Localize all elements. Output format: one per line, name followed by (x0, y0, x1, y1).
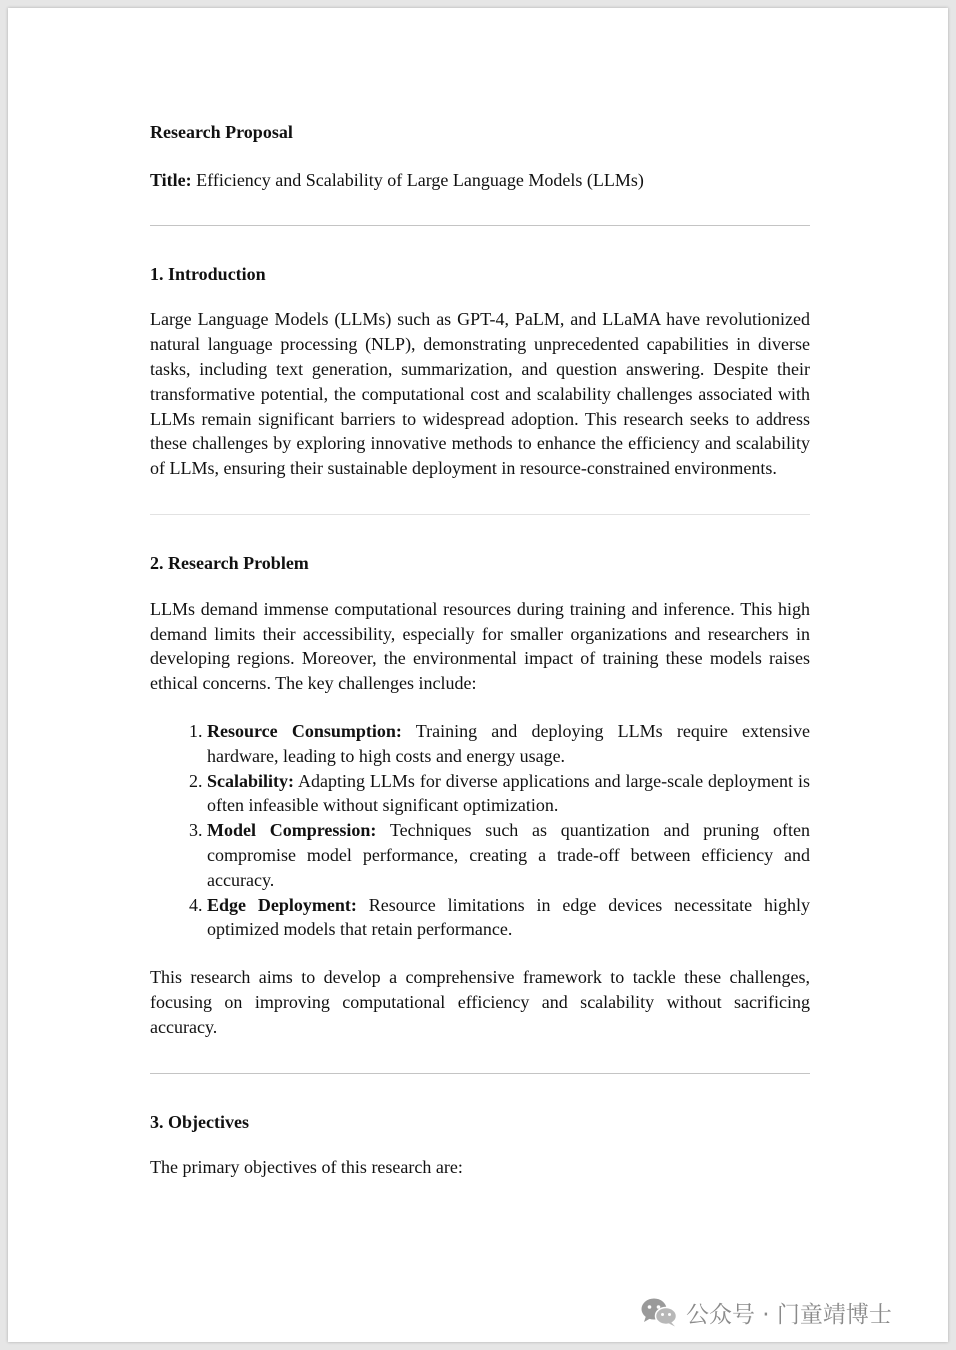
challenge-text: Training and deploying LLMs require extensive hardware, leading to high costs and energy usage. (207, 720, 810, 766)
introduction-paragraph: Large Language Models (LLMs) such as GPT-4, PaLM, and LLaMA have revolutionized natural language processing (NLP), demonstrating unprecedented capabilities in diverse tasks, including text generation, summarization, and question answering. Despite their transformative potential, the computational cost and scalability challenges associated with LLMs remain significant barriers to widespread adoption. This research seeks to address these challenges by exploring innovative methods to enhance the efficiency and scalability of LLMs, ensuring their sustainable deployment in resource-constrained environments. (150, 309, 810, 479)
list-item (207, 719, 810, 769)
challenge-label: Scalability: (207, 770, 295, 791)
title-label: Title: (150, 169, 192, 190)
document-body (150, 120, 810, 1180)
document-page (8, 8, 948, 1342)
challenge-text: Techniques such as quantization and pruning often compromise model performance, creating a trade-off between efficiency and accuracy. (207, 820, 810, 890)
challenge-label: Model Compression: (207, 820, 377, 841)
document-heading: Research Proposal (150, 122, 293, 142)
challenge-text: Adapting LLMs for diverse applications and large-scale deployment is often infeasible without significant optimization. (207, 770, 810, 816)
research-aims-paragraph: This research aims to develop a comprehensive framework to tackle these challenges, focusing on improving computational efficiency and scalability without sacrificing accuracy. (150, 967, 810, 1037)
list-item (207, 893, 810, 943)
section-title-research-problem: 2. Research Problem (150, 552, 309, 573)
title-text: Efficiency and Scalability of Large Language Models (LLMs) (191, 169, 644, 190)
list-item (207, 818, 810, 892)
section-title-introduction: 1. Introduction (150, 263, 266, 284)
watermark-text: 公众号 · 门童靖博士 (686, 1301, 892, 1328)
challenge-label: Resource Consumption: (207, 720, 402, 741)
section-divider (150, 514, 810, 515)
section-title-objectives: 3. Objectives (150, 1111, 249, 1132)
wechat-icon (640, 1297, 678, 1327)
watermark (640, 1292, 892, 1332)
research-problem-paragraph: LLMs demand immense computational resources during training and inference. This high demand limits their accessibility, especially for smaller organizations and researchers in developing regions. Moreover, the environmental impact of training these models raises ethical concerns. The key challenges include: (150, 598, 810, 694)
section-divider (150, 225, 810, 226)
challenge-text: Resource limitations in edge devices necessitate highly optimized models that retain performance. (207, 894, 810, 940)
list-item (207, 769, 810, 819)
objectives-intro: The primary objectives of this research are: (150, 1157, 463, 1178)
challenges-list (150, 719, 810, 942)
document-title-line (150, 168, 810, 193)
challenge-label: Edge Deployment: (207, 894, 357, 915)
section-divider (150, 1073, 810, 1074)
